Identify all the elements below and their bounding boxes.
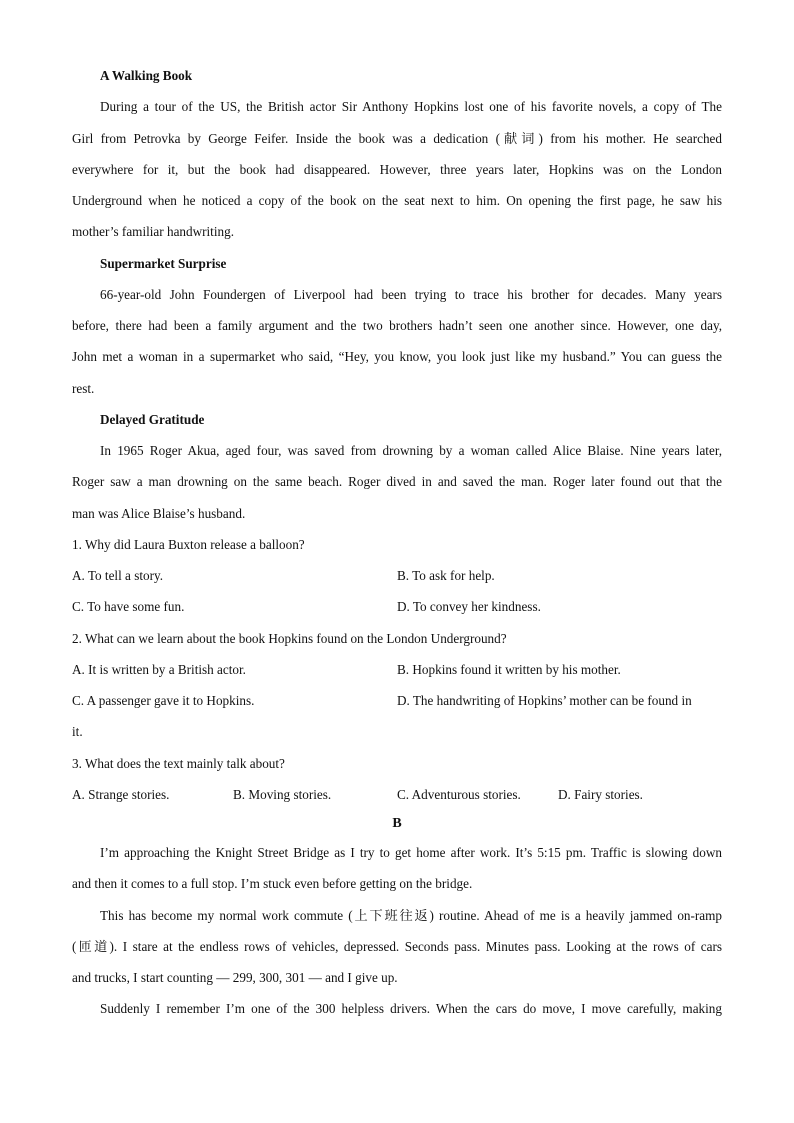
question-option-continuation: it. <box>72 724 83 740</box>
question-stem: 1. Why did Laura Buxton release a balloon? <box>72 536 305 552</box>
question-option: D. Fairy stories. <box>558 786 643 802</box>
heading-delayed-gratitude: Delayed Gratitude <box>100 411 205 427</box>
paragraph-line: everywhere for it, but the book had disappeared. However, three years later, Hopkins was on the London <box>72 161 722 177</box>
question-option: A. It is written by a British actor. <box>72 661 246 677</box>
question-option: C. A passenger gave it to Hopkins. <box>72 693 255 708</box>
question-stem: 3. What does the text mainly talk about? <box>72 755 285 771</box>
question-options-row <box>72 779 722 810</box>
paragraph-line: Underground when he noticed a copy of the book on the seat next to him. On opening the first page, he saw his <box>72 193 722 208</box>
document-page <box>72 60 722 1025</box>
question-option: B. To ask for help. <box>397 568 495 583</box>
question-option: C. Adventurous stories. <box>397 786 521 802</box>
question-option: C. To have some fun. <box>72 599 185 615</box>
paragraph-line: Roger saw a man drowning on the same beach. Roger dived in and saved the man. Roger later found out that the <box>72 474 722 490</box>
heading-walking-book: A Walking Book <box>100 68 193 83</box>
question-options-row <box>72 591 722 622</box>
paragraph-line: This has become my normal work commute (上下班往返) routine. Ahead of me is a heavily jammed on-ramp <box>100 907 722 923</box>
paragraph-line: John met a woman in a supermarket who said, “Hey, you know, you look just like my husband.” You can guess the <box>72 349 722 365</box>
paragraph-line: before, there had been a family argument and the two brothers hadn’t seen one another since. However, one day, <box>72 318 722 333</box>
question-options-row <box>72 654 722 685</box>
question-option: A. Strange stories. <box>72 786 170 802</box>
paragraph-line: man was Alice Blaise’s husband. <box>72 505 246 521</box>
question-option: B. Hopkins found it written by his mother. <box>397 661 621 677</box>
question-options-row <box>72 560 722 591</box>
question-option: A. To tell a story. <box>72 568 164 583</box>
question-options-row <box>72 685 722 716</box>
question-option: D. The handwriting of Hopkins’ mother can be found in <box>397 693 692 708</box>
paragraph-line: mother’s familiar handwriting. <box>72 224 234 240</box>
paragraph-line: and then it comes to a full stop. I’m stuck even before getting on the bridge. <box>72 876 473 892</box>
paragraph-line: I’m approaching the Knight Street Bridge as I try to get home after work. It’s 5:15 pm. Traffic is slowing down <box>100 845 722 860</box>
paragraph-line: Girl from Petrovka by George Feifer. Inside the book was a dedication (献词) from his mother. He searched <box>72 130 722 146</box>
paragraph-line: In 1965 Roger Akua, aged four, was saved from drowning by a woman called Alice Blaise. Nine years later, <box>100 443 722 458</box>
paragraph-line: Suddenly I remember I’m one of the 300 helpless drivers. When the cars do move, I move carefully, making <box>100 1001 722 1017</box>
paragraph-line: 66-year-old John Foundergen of Liverpool had been trying to trace his brother for decades. Many years <box>100 286 722 302</box>
heading-supermarket-surprise: Supermarket Surprise <box>100 255 227 271</box>
paragraph-line: During a tour of the US, the British actor Sir Anthony Hopkins lost one of his favorite novels, a copy of The <box>100 99 722 115</box>
question-option: D. To convey her kindness. <box>397 599 541 615</box>
question-stem: 2. What can we learn about the book Hopkins found on the London Underground? <box>72 630 507 646</box>
paragraph-line: and trucks, I start counting — 299, 300, 301 — and I give up. <box>72 970 398 985</box>
paragraph-line: rest. <box>72 380 95 396</box>
paragraph-line: (匝道). I stare at the endless rows of vehicles, depressed. Seconds pass. Minutes pass. Looking at the rows of cars <box>72 938 722 954</box>
section-label-b: B <box>392 816 402 831</box>
question-option: B. Moving stories. <box>233 786 332 802</box>
